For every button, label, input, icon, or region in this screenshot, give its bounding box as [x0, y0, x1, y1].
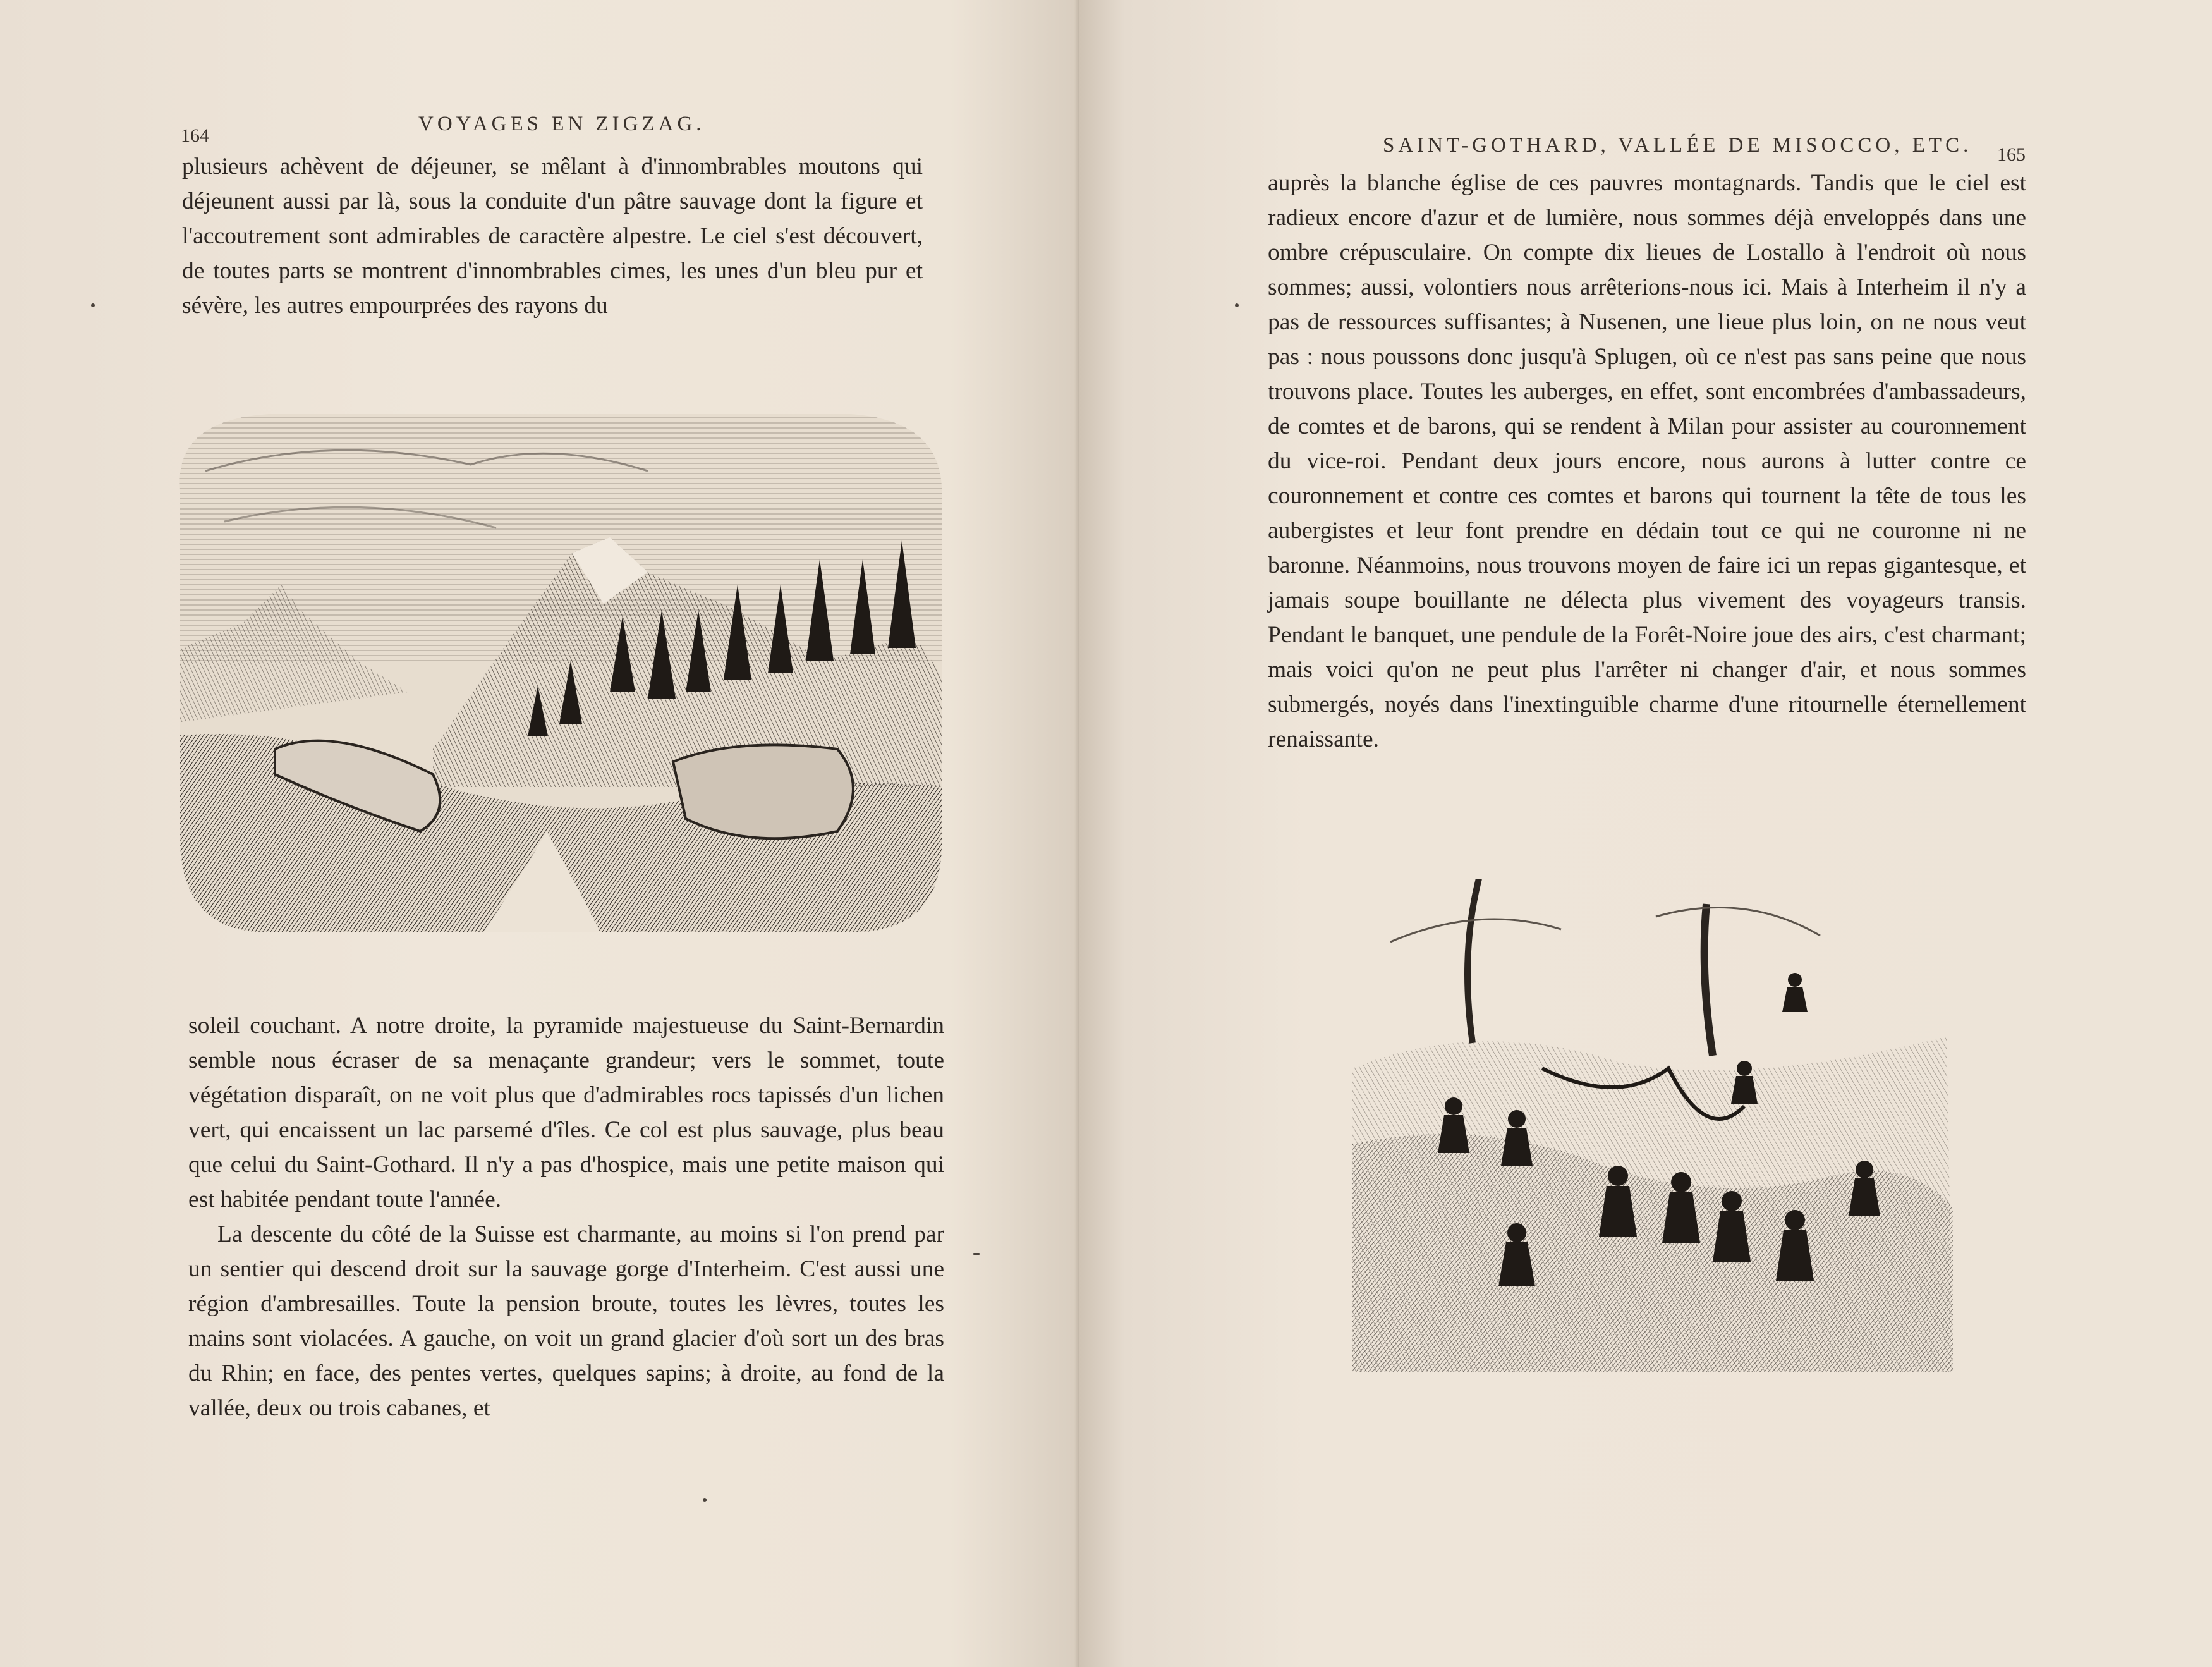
paper-speck	[1235, 303, 1239, 307]
right-paragraph: auprès la blanche église de ces pauvres montagnards. Tandis que le ciel est radieux encore d'azur et de lumière, nous sommes déjà enveloppés dans une ombre crépusculaire. On compte dix lieues de Lostallo à l'endroit où nous sommes; aussi, volontiers nous arrêterions-nous ici. Mais à Interheim il n'y a pas de ressources suffisantes; à Nusenen, une lieue plus loin, on ne nous veut pas : nous poussons donc jusqu'à Splugen, où ce n'est pas sans peine que nous trouvons place. Toutes les auberges, en effet, sont encombrées d'ambassadeurs, de comtes et de barons, qui se rendent à Milan pour assister au couronnement du vice-roi. Pendant deux jours encore, nous aurons à lutter contre ce couronnement et contre ces comtes et barons qui tournent la tête de tous les aubergistes et leur font prendre en dédain tout ce qui ne couronne ni ne baronne. Néanmoins, nous trouvons moyen de faire ici un repas gigantesque, et jamais soupe bouillante ne délecta plus vivement des voyageurs transis. Pendant le banquet, une pendule de la Forêt-Noire joue des airs, c'est charmant; mais voici qu'on ne peut plus l'arrêter ni changer d'air, et nous sommes submergés, noyés dans l'inextinguible charme d'une ritournelle éternellement renaissante.	[1268, 170, 2026, 752]
left-page-number: 164	[181, 125, 209, 146]
left-text-top	[182, 149, 923, 323]
left-page	[0, 0, 1079, 1667]
right-page-number: 165	[1997, 144, 2026, 165]
travelers-picking-berries-engraving	[1352, 879, 1953, 1372]
mountain-landscape-engraving	[167, 395, 954, 951]
left-paragraph-top: plusieurs achèvent de déjeuner, se mêlant à d'innombrables moutons qui déjeunent aussi par là, sous la conduite d'un pâtre sauvage dont la figure et l'accoutrement sont admirables de caractère alpestre. Le ciel s'est découvert, de toutes parts se montrent d'innombrables cimes, les unes d'un bleu pur et sévère, les autres empourprées des rayons du	[182, 154, 923, 319]
mountain-illustration	[167, 395, 954, 951]
left-paragraph-second: La descente du côté de la Suisse est charmante, au moins si l'on prend par un sentier qui descend droit sur la sauvage gorge d'Interheim. C'est aussi une région d'ambresailles. Toute la pension broute, toutes les lèvres, toutes les mains sont violacées. A gauche, on voit un grand glacier d'où sort un des bras du Rhin; en face, des pentes vertes, quelques sapins; à droite, au fond de la vallée, deux ou trois cabanes, et	[188, 1221, 944, 1421]
left-paragraph-continued: soleil couchant. A notre droite, la pyramide majestueuse du Saint-Bernardin semble nous écraser de sa menaçante grandeur; vers le sommet, toute végétation disparaît, on ne voit plus que d'admirables rocs tapissés d'un lichen vert, qui encaissent un lac parsemé d'îles. Ce col est plus sauvage, plus beau que celui du Saint-Gothard. Il n'y a pas d'hospice, mais une petite maison qui est habitée pendant toute l'année.	[188, 1013, 944, 1212]
left-running-head: VOYAGES EN ZIGZAG.	[418, 113, 705, 135]
right-text	[1268, 166, 2026, 757]
right-running-head: SAINT-GOTHARD, VALLÉE DE MISOCCO, ETC.	[1383, 134, 1972, 157]
right-page	[1079, 0, 2212, 1667]
paper-speck	[703, 1498, 707, 1502]
paper-speck	[91, 303, 95, 307]
paper-speck	[973, 1253, 980, 1255]
left-text-bottom	[188, 1008, 944, 1426]
berry-picking-illustration	[1352, 879, 1953, 1372]
